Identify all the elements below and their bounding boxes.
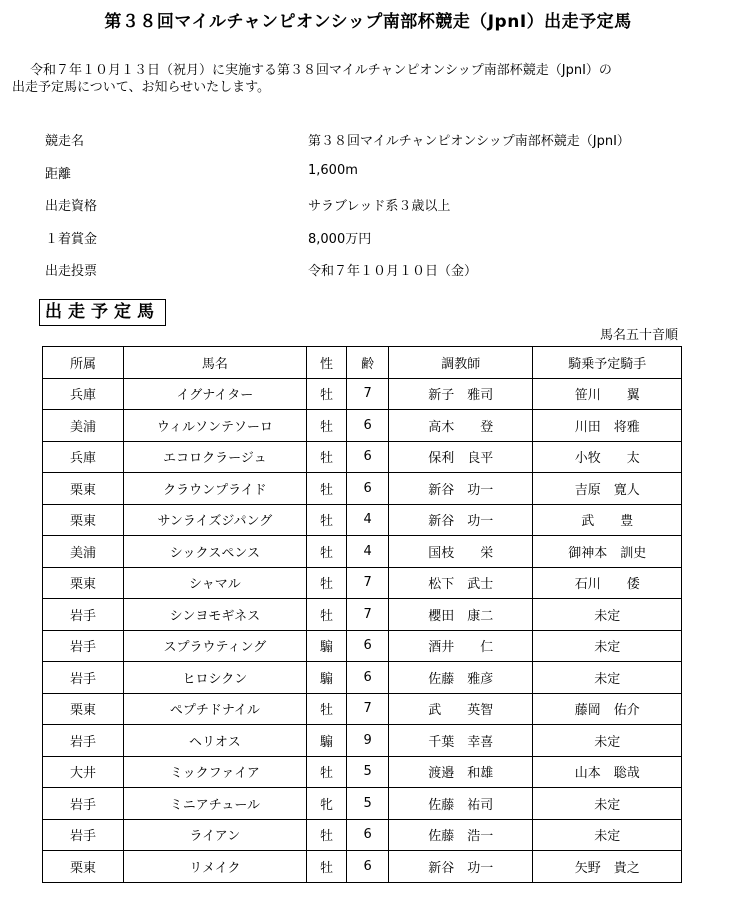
race-info-list <box>45 126 725 289</box>
cell-sex: 牡 <box>306 567 347 599</box>
cell-sex: 牡 <box>306 378 347 410</box>
race-info-row-name <box>45 126 725 159</box>
cell-age: 6 <box>347 662 389 694</box>
entries-table <box>42 346 682 883</box>
cell-age: 6 <box>347 630 389 662</box>
cell-sex: 牝 <box>306 788 347 820</box>
table-row <box>43 378 682 410</box>
cell-jockey: 川田 将雅 <box>533 410 682 442</box>
cell-jockey: 武 豊 <box>533 504 682 536</box>
cell-jockey: 未定 <box>533 819 682 851</box>
cell-horse-name: イグナイター <box>124 378 307 410</box>
cell-horse-name: シックスペンス <box>124 536 307 568</box>
cell-age: 7 <box>347 567 389 599</box>
race-info-label: 出走資格 <box>45 199 98 214</box>
table-row <box>43 630 682 662</box>
cell-affiliation: 栗東 <box>43 567 124 599</box>
cell-horse-name: スプラウティング <box>124 630 307 662</box>
cell-horse-name: ペプチドナイル <box>124 693 307 725</box>
cell-jockey: 未定 <box>533 725 682 757</box>
race-info-label: 競走名 <box>45 134 85 149</box>
cell-horse-name: リメイク <box>124 851 307 883</box>
cell-horse-name: ウィルソンテソーロ <box>124 410 307 442</box>
cell-age: 6 <box>347 851 389 883</box>
cell-jockey: 御神本 訓史 <box>533 536 682 568</box>
cell-trainer: 保利 良平 <box>388 441 533 473</box>
cell-affiliation: 栗東 <box>43 693 124 725</box>
race-info-value: 8,000万円 <box>308 231 372 247</box>
order-note: 馬名五十音順 <box>599 328 678 343</box>
cell-affiliation: 岩手 <box>43 662 124 694</box>
cell-jockey: 笹川 翼 <box>533 378 682 410</box>
cell-horse-name: ヘリオス <box>124 725 307 757</box>
cell-affiliation: 栗東 <box>43 851 124 883</box>
cell-age: 6 <box>347 819 389 851</box>
cell-jockey: 吉原 寛人 <box>533 473 682 505</box>
cell-affiliation: 美浦 <box>43 410 124 442</box>
cell-jockey: 矢野 貴之 <box>533 851 682 883</box>
cell-affiliation: 岩手 <box>43 630 124 662</box>
cell-affiliation: 大井 <box>43 756 124 788</box>
cell-jockey: 石川 倭 <box>533 567 682 599</box>
cell-affiliation: 岩手 <box>43 788 124 820</box>
header-affiliation: 所属 <box>43 347 124 379</box>
cell-trainer: 佐藤 祐司 <box>388 788 533 820</box>
page-title: 第３８回マイルチャンピオンシップ南部杯競走（JpnⅠ）出走予定馬 <box>104 12 632 32</box>
cell-horse-name: エコロクラージュ <box>124 441 307 473</box>
cell-age: 5 <box>347 788 389 820</box>
race-info-label: １着賞金 <box>45 231 98 247</box>
cell-affiliation: 美浦 <box>43 536 124 568</box>
cell-trainer: 新谷 功一 <box>388 851 533 883</box>
cell-horse-name: シャマル <box>124 567 307 599</box>
intro-line-1: 令和７年１０月１３日（祝月）に実施する第３８回マイルチャンピオンシップ南部杯競走（JpnⅠ）の <box>30 63 612 78</box>
table-header-row <box>43 347 682 379</box>
cell-jockey: 未定 <box>533 630 682 662</box>
table-row <box>43 756 682 788</box>
cell-age: 5 <box>347 756 389 788</box>
cell-trainer: 武 英智 <box>388 693 533 725</box>
table-row <box>43 410 682 442</box>
cell-affiliation: 兵庫 <box>43 378 124 410</box>
race-info-row-distance <box>45 159 725 192</box>
cell-affiliation: 岩手 <box>43 819 124 851</box>
table-row <box>43 536 682 568</box>
table-row <box>43 788 682 820</box>
cell-jockey: 未定 <box>533 788 682 820</box>
intro-paragraph <box>12 62 728 96</box>
cell-age: 4 <box>347 536 389 568</box>
cell-trainer: 国枝 栄 <box>388 536 533 568</box>
race-info-label: 出走投票 <box>45 264 98 279</box>
cell-age: 6 <box>347 473 389 505</box>
cell-horse-name: シンヨモギネス <box>124 599 307 631</box>
race-info-row-eligibility <box>45 191 725 224</box>
header-age: 齢 <box>347 347 389 379</box>
race-info-value: サラブレッド系３歳以上 <box>308 199 451 214</box>
cell-jockey: 小牧 太 <box>533 441 682 473</box>
cell-trainer: 新谷 功一 <box>388 504 533 536</box>
table-row <box>43 567 682 599</box>
cell-age: 7 <box>347 599 389 631</box>
cell-sex: 牡 <box>306 756 347 788</box>
cell-age: 6 <box>347 410 389 442</box>
cell-age: 6 <box>347 441 389 473</box>
cell-sex: 騸 <box>306 725 347 757</box>
header-sex: 性 <box>306 347 347 379</box>
intro-line-2: 出走予定馬について、お知らせいたします。 <box>12 80 271 95</box>
cell-trainer: 新谷 功一 <box>388 473 533 505</box>
cell-trainer: 高木 登 <box>388 410 533 442</box>
table-row <box>43 662 682 694</box>
cell-trainer: 佐藤 浩一 <box>388 819 533 851</box>
cell-jockey: 山本 聡哉 <box>533 756 682 788</box>
cell-horse-name: ライアン <box>124 819 307 851</box>
section-title: 出走予定馬 <box>39 299 166 326</box>
table-row <box>43 599 682 631</box>
cell-affiliation: 栗東 <box>43 504 124 536</box>
cell-trainer: 千葉 幸喜 <box>388 725 533 757</box>
cell-affiliation: 栗東 <box>43 473 124 505</box>
entries-body <box>43 378 682 882</box>
cell-age: 7 <box>347 693 389 725</box>
cell-horse-name: サンライズジパング <box>124 504 307 536</box>
cell-age: 9 <box>347 725 389 757</box>
cell-horse-name: クラウンプライド <box>124 473 307 505</box>
table-row <box>43 725 682 757</box>
cell-sex: 牡 <box>306 599 347 631</box>
cell-sex: 牡 <box>306 473 347 505</box>
cell-jockey: 藤岡 佑介 <box>533 693 682 725</box>
race-info-row-prize <box>45 224 725 257</box>
race-info-value: 第３８回マイルチャンピオンシップ南部杯競走（JpnⅠ） <box>308 134 630 149</box>
cell-sex: 牡 <box>306 504 347 536</box>
header-trainer: 調教師 <box>388 347 533 379</box>
cell-sex: 牡 <box>306 536 347 568</box>
table-row <box>43 819 682 851</box>
cell-horse-name: ヒロシクン <box>124 662 307 694</box>
cell-horse-name: ミックファイア <box>124 756 307 788</box>
table-row <box>43 504 682 536</box>
cell-trainer: 新子 雅司 <box>388 378 533 410</box>
cell-horse-name: ミニアチュール <box>124 788 307 820</box>
cell-sex: 牡 <box>306 441 347 473</box>
race-info-value: 令和７年１０月１０日（金） <box>308 264 478 279</box>
cell-trainer: 佐藤 雅彦 <box>388 662 533 694</box>
cell-sex: 牡 <box>306 819 347 851</box>
cell-sex: 牡 <box>306 410 347 442</box>
table-row <box>43 851 682 883</box>
cell-age: 7 <box>347 378 389 410</box>
cell-sex: 騸 <box>306 630 347 662</box>
cell-sex: 騸 <box>306 662 347 694</box>
race-info-value: 1,600m <box>308 162 358 178</box>
cell-affiliation: 岩手 <box>43 725 124 757</box>
cell-trainer: 松下 武士 <box>388 567 533 599</box>
cell-trainer: 酒井 仁 <box>388 630 533 662</box>
cell-age: 4 <box>347 504 389 536</box>
cell-affiliation: 岩手 <box>43 599 124 631</box>
header-jockey: 騎乗予定騎手 <box>533 347 682 379</box>
cell-jockey: 未定 <box>533 599 682 631</box>
header-horse-name: 馬名 <box>124 347 307 379</box>
table-row <box>43 693 682 725</box>
table-row <box>43 473 682 505</box>
cell-affiliation: 兵庫 <box>43 441 124 473</box>
cell-jockey: 未定 <box>533 662 682 694</box>
cell-sex: 牡 <box>306 693 347 725</box>
table-row <box>43 441 682 473</box>
cell-trainer: 渡邉 和雄 <box>388 756 533 788</box>
race-info-label: 距離 <box>45 166 72 182</box>
cell-trainer: 櫻田 康二 <box>388 599 533 631</box>
race-info-row-vote <box>45 256 725 289</box>
cell-sex: 牡 <box>306 851 347 883</box>
